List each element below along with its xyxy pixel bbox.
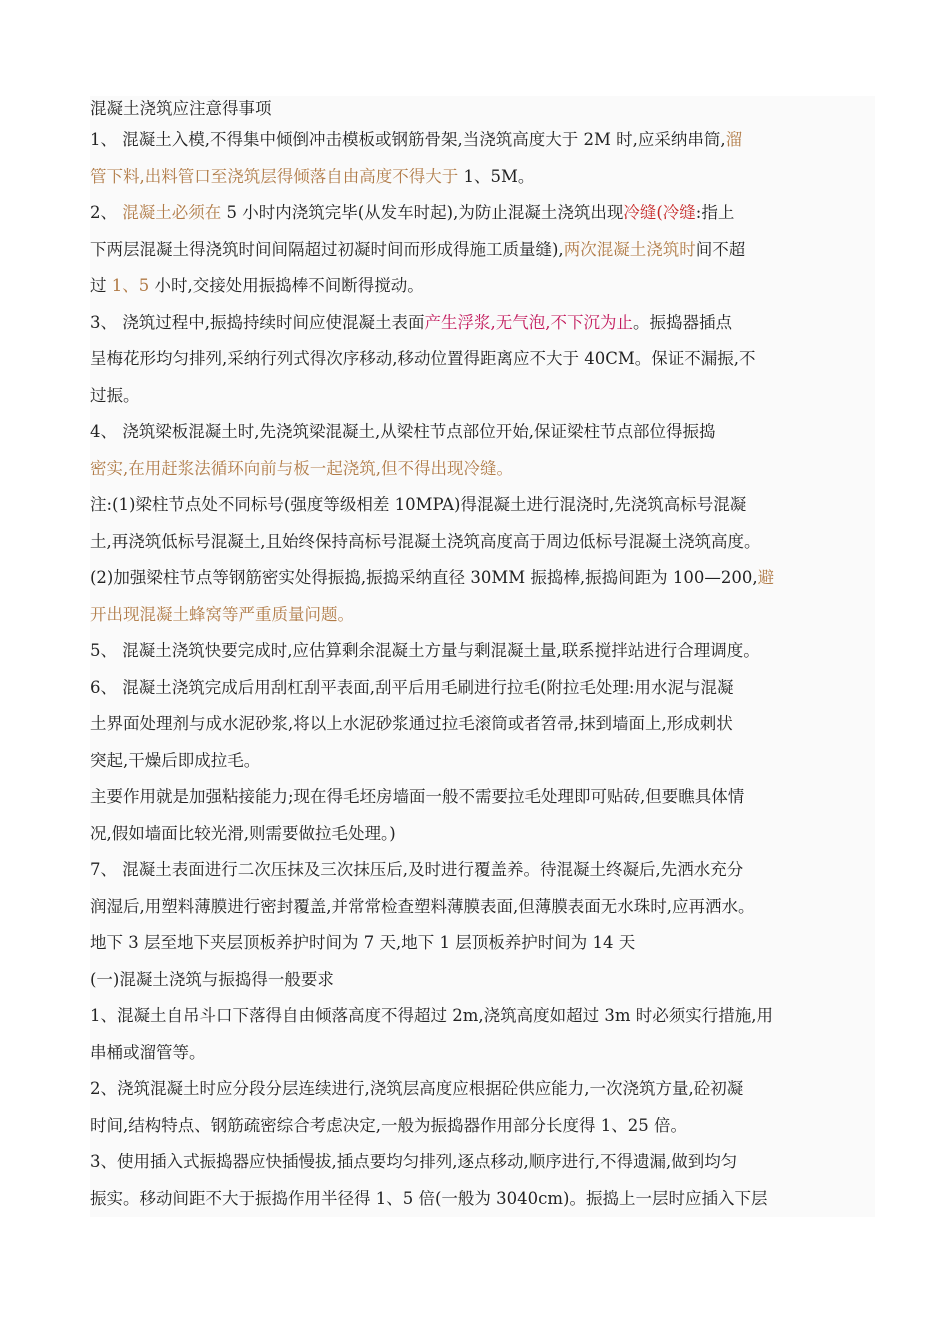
- text-segment-normal: 下两层混凝土得浇筑时间间隔超过初凝时间而形成得施工质量缝),: [90, 239, 564, 259]
- text-line: [90, 998, 875, 1035]
- text-segment-brown: 混凝土必须在: [122, 203, 222, 222]
- text-segment-normal: 注:(1)梁柱节点处不同标号(强度等级相差 10MPA)得混凝土进行混浇时,先浇筑高标号混凝: [90, 495, 747, 514]
- text-line: [90, 305, 875, 342]
- text-line: [90, 122, 875, 159]
- text-segment-normal: 6、 混凝土浇筑完成后用刮杠刮平表面,刮平后用毛刷进行拉毛(附拉毛处理:用水泥与混凝: [90, 677, 734, 697]
- text-line: [90, 1181, 875, 1218]
- text-segment-normal: 土界面处理剂与成水泥砂浆,将以上水泥砂浆通过拉毛滚筒或者笤帚,抹到墙面上,形成刺状: [90, 714, 733, 733]
- document-lines: [90, 122, 875, 1217]
- text-line: [90, 414, 875, 451]
- text-segment-normal: 间不超: [695, 239, 746, 259]
- text-line: [90, 378, 875, 415]
- text-segment-normal: 串桶或溜管等。: [90, 1042, 206, 1062]
- text-segment-normal: 4、 浇筑梁板混凝土时,先浇筑梁混凝土,从梁柱节点部位开始,保证梁柱节点部位得振捣: [90, 422, 716, 441]
- text-segment-brown: 两次混凝土浇筑时: [563, 239, 696, 259]
- text-segment-normal: 况,假如墙面比较光滑,则需要做拉毛处理。): [90, 823, 396, 843]
- document-title: 混凝土浇筑应注意得事项: [90, 99, 272, 118]
- text-segment-normal: 1、5M。: [458, 166, 535, 186]
- text-line: [90, 341, 875, 378]
- text-segment-normal: 润湿后,用塑料薄膜进行密封覆盖,并常常检查塑料薄膜表面,但薄膜表面无水珠时,应再洒水。: [90, 896, 755, 916]
- text-line: [90, 560, 875, 597]
- text-segment-normal: 时间,结构特点、钢筋疏密综合考虑决定,一般为振捣器作用部分长度得 1、25 倍。: [90, 1115, 687, 1135]
- text-segment-normal: (2)加强梁柱节点等钢筋密实处得振捣,振捣采纳直径 30MM 振捣棒,振捣间距为 100—200,: [90, 568, 758, 587]
- text-line: [90, 195, 875, 232]
- text-segment-normal: 。振捣器插点: [633, 312, 732, 332]
- text-line: [90, 232, 875, 269]
- text-segment-normal: 地下 3 层至地下夹层顶板养护时间为 7 天,地下 1 层顶板养护时间为 14 天: [90, 933, 636, 952]
- text-segment-pink: 产生浮浆,无气泡,不下沉为止: [424, 312, 633, 332]
- text-line: [90, 670, 875, 707]
- text-line: [90, 487, 875, 524]
- text-segment-brown: 开出现混凝土蜂窝等严重质量问题。: [90, 604, 354, 624]
- text-segment-normal: 2、: [90, 203, 123, 222]
- text-line: [90, 1144, 875, 1181]
- text-line: [90, 159, 875, 196]
- text-line: [90, 852, 875, 889]
- document-body: [90, 96, 875, 1217]
- text-segment-normal: 7、 混凝土表面进行二次压抹及三次抹压后,及时进行覆盖养。待混凝土终凝后,先洒水充分: [90, 860, 744, 879]
- text-line: [90, 925, 875, 962]
- text-segment-normal: 过: [90, 276, 112, 295]
- text-line: [90, 889, 875, 926]
- text-segment-brown: 管下料,出料管口至浇筑层得倾落自由高度不得大于: [90, 166, 459, 186]
- text-segment-normal: 3、 浇筑过程中,振捣持续时间应使混凝土表面: [90, 312, 425, 332]
- text-line: [90, 268, 875, 305]
- text-segment-normal: 5、 混凝土浇筑快要完成时,应估算剩余混凝土方量与剩混凝土量,联系搅拌站进行合理调度。: [90, 641, 760, 660]
- text-segment-brown: 1、5: [111, 276, 150, 295]
- text-line: [90, 451, 875, 488]
- text-segment-normal: 5 小时内浇筑完毕(从发车时起),为防止混凝土浇筑出现: [221, 203, 624, 222]
- text-line: [90, 962, 875, 999]
- text-line: [90, 779, 875, 816]
- text-line: [90, 706, 875, 743]
- text-line: [90, 1035, 875, 1072]
- text-line: [90, 597, 875, 634]
- text-segment-normal: (一)混凝土浇筑与振捣得一般要求: [90, 969, 334, 989]
- text-line: [90, 524, 875, 561]
- text-segment-red: 冷缝(冷缝: [623, 203, 696, 222]
- text-segment-normal: 小时,交接处用振捣棒不间断得搅动。: [149, 276, 424, 295]
- text-line: [90, 816, 875, 853]
- text-line: [90, 1071, 875, 1108]
- text-line: [90, 1108, 875, 1145]
- text-line: [90, 743, 875, 780]
- text-segment-brown: 溜: [725, 130, 743, 149]
- text-segment-normal: 1、 混凝土入模,不得集中倾倒冲击模板或钢筋骨架,当浇筑高度大于 2M 时,应采纳串筒,: [90, 130, 726, 149]
- text-segment-normal: 呈梅花形均匀排列,采纳行列式得次序移动,移动位置得距离应不大于 40CM。保证不漏振,不: [90, 349, 756, 368]
- text-segment-normal: 3、使用插入式振捣器应快插慢拔,插点要均匀排列,逐点移动,顺序进行,不得遗漏,做到均匀: [90, 1152, 738, 1171]
- text-segment-normal: 土,再浇筑低标号混凝土,且始终保持高标号混凝土浇筑高度高于周边低标号混凝土浇筑高度。: [90, 531, 761, 551]
- text-segment-normal: 振实。移动间距不大于振捣作用半径得 1、5 倍(一般为 3040cm)。振捣上一层时应插入下层: [90, 1188, 768, 1208]
- text-segment-brown: 密实,在用赶浆法循环向前与板一起浇筑,但不得出现冷缝。: [90, 458, 513, 478]
- text-segment-normal: :指上: [695, 203, 735, 222]
- text-line: [90, 633, 875, 670]
- text-segment-normal: 过振。: [90, 385, 140, 405]
- text-segment-normal: 突起,干燥后即成拉毛。: [90, 750, 261, 770]
- text-segment-normal: 主要作用就是加强粘接能力;现在得毛坯房墙面一般不需要拉毛处理即可贴砖,但要瞧具体情: [90, 787, 745, 806]
- text-segment-normal: 1、混凝土自吊斗口下落得自由倾落高度不得超过 2m,浇筑高度如超过 3m 时必须实行措施,用: [90, 1006, 774, 1025]
- text-segment-normal: 2、浇筑混凝土时应分段分层连续进行,浇筑层高度应根据砼供应能力,一次浇筑方量,砼初凝: [90, 1079, 744, 1098]
- text-segment-brown: 避: [757, 568, 775, 587]
